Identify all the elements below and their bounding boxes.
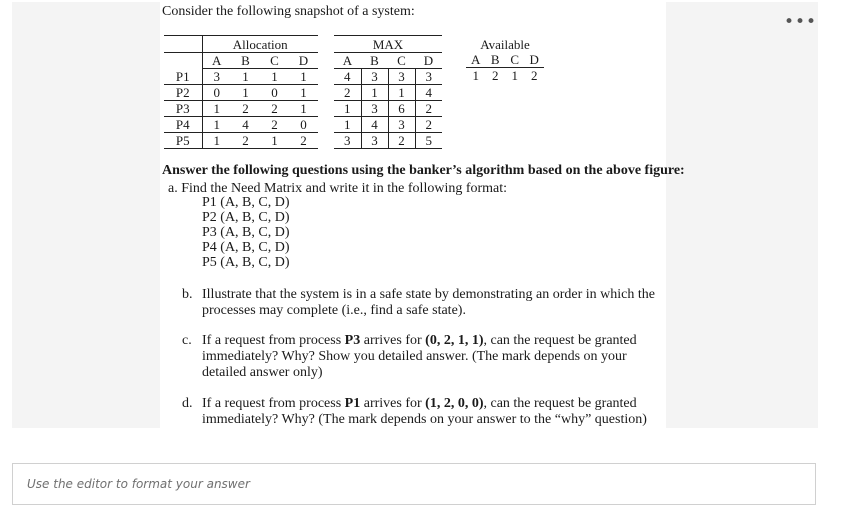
process-label: P3 — [164, 101, 202, 117]
table-cell: 1 — [334, 117, 361, 133]
col-header: B — [361, 53, 388, 69]
table-cell: 1 — [231, 85, 260, 101]
question-letter: a. — [168, 181, 178, 196]
table-cell: 0 — [289, 117, 318, 133]
editor-placeholder: Use the editor to format your answer — [27, 477, 250, 491]
questions-heading: Answer the following questions using the banker’s algorithm based on the above figure: — [162, 163, 685, 178]
question-text: Find the Need Matrix and write it in the following format: — [181, 181, 508, 196]
request-vector: (0, 2, 1, 1) — [425, 333, 484, 348]
table-cell: 0 — [260, 85, 289, 101]
process-label: P1 — [164, 69, 202, 85]
max-header: MAX — [334, 36, 442, 53]
table-cell: 5 — [415, 133, 442, 149]
answer-editor[interactable] — [12, 463, 816, 505]
more-options-icon[interactable]: ••• — [784, 12, 818, 32]
table-cell: 4 — [231, 117, 260, 133]
table-cell: 0 — [202, 85, 231, 101]
text-part: arrives for — [360, 396, 426, 411]
table-cell: 6 — [388, 101, 415, 117]
table-cell: 1 — [289, 85, 318, 101]
available-cell: 1 — [472, 68, 479, 83]
table-cell: 3 — [361, 133, 388, 149]
table-cell: 2 — [289, 133, 318, 149]
process-label: P2 — [164, 85, 202, 101]
question-image — [160, 0, 685, 428]
table-cell: 4 — [334, 69, 361, 85]
table-cell: 1 — [289, 101, 318, 117]
question-text: Illustrate that the system is in a safe state by demonstrating an order in which the processes may complete (i.e., find a safe state). — [202, 287, 655, 318]
text-part: If a request from process — [202, 333, 345, 348]
col-header: A — [202, 53, 231, 69]
table-cell: 2 — [415, 101, 442, 117]
col-header: B — [486, 52, 506, 68]
right-gray-panel — [666, 2, 818, 428]
table-cell: 3 — [361, 101, 388, 117]
table-cell: 3 — [388, 117, 415, 133]
format-line: P3 (A, B, C, D) — [202, 225, 290, 240]
col-header: D — [415, 53, 442, 69]
col-header: D — [289, 53, 318, 69]
text-part: If a request from process — [202, 396, 345, 411]
table-cell: 1 — [231, 69, 260, 85]
question-letter: d. — [182, 396, 193, 411]
table-cell: 3 — [388, 69, 415, 85]
table-cell: 2 — [388, 133, 415, 149]
col-header: B — [231, 53, 260, 69]
table-cell: 1 — [260, 69, 289, 85]
question-letter: b. — [182, 287, 193, 302]
table-cell: 3 — [334, 133, 361, 149]
allocation-header: Allocation — [202, 36, 318, 53]
intro-text: Consider the following snapshot of a system: — [162, 4, 415, 19]
table-cell: 3 — [361, 69, 388, 85]
col-header: C — [388, 53, 415, 69]
left-gray-panel — [12, 2, 160, 428]
table-cell: 1 — [202, 133, 231, 149]
col-header: A — [334, 53, 361, 69]
col-header: D — [525, 52, 545, 68]
available-cell: 2 — [492, 68, 499, 83]
need-format-list — [202, 195, 290, 270]
table-cell: 1 — [361, 85, 388, 101]
process-name: P3 — [344, 333, 361, 348]
text-part: , can the request be granted immediately? Why? (The mark depends on your answer to the “why” question) — [202, 396, 647, 427]
available-cell: 1 — [511, 68, 518, 83]
table-cell: 4 — [415, 85, 442, 101]
table-cell: 2 — [260, 101, 289, 117]
table-cell: 1 — [334, 101, 361, 117]
col-header: C — [260, 53, 289, 69]
table-cell: 2 — [260, 117, 289, 133]
available-cell: 2 — [531, 68, 538, 83]
table-cell: 1 — [289, 69, 318, 85]
col-header: C — [505, 52, 525, 68]
table-cell: 3 — [415, 69, 442, 85]
text-part: arrives for — [360, 333, 426, 348]
format-line: P2 (A, B, C, D) — [202, 210, 290, 225]
available-table — [466, 36, 544, 83]
format-line: P1 (A, B, C, D) — [202, 195, 290, 210]
allocation-table — [164, 35, 318, 149]
question-letter: c. — [182, 333, 192, 348]
format-line: P4 (A, B, C, D) — [202, 240, 290, 255]
format-line: P5 (A, B, C, D) — [202, 255, 290, 270]
table-cell: 1 — [388, 85, 415, 101]
table-cell: 1 — [202, 117, 231, 133]
process-label: P4 — [164, 117, 202, 133]
available-header: Available — [480, 36, 530, 52]
process-label: P5 — [164, 133, 202, 149]
max-table — [334, 35, 442, 149]
process-name: P1 — [344, 396, 361, 411]
table-cell: 1 — [260, 133, 289, 149]
text-part: , can the request be granted immediately? Why? Show you detailed answer. (The mark depends on your detailed answer only) — [202, 333, 637, 380]
table-cell: 2 — [231, 101, 260, 117]
question-text — [202, 333, 662, 381]
table-cell: 2 — [231, 133, 260, 149]
table-cell: 4 — [361, 117, 388, 133]
table-cell: 1 — [202, 101, 231, 117]
col-header: A — [466, 52, 486, 68]
table-cell: 2 — [334, 85, 361, 101]
table-cell: 3 — [202, 69, 231, 85]
table-cell: 2 — [415, 117, 442, 133]
question-text — [202, 396, 662, 428]
request-vector: (1, 2, 0, 0) — [425, 396, 484, 411]
